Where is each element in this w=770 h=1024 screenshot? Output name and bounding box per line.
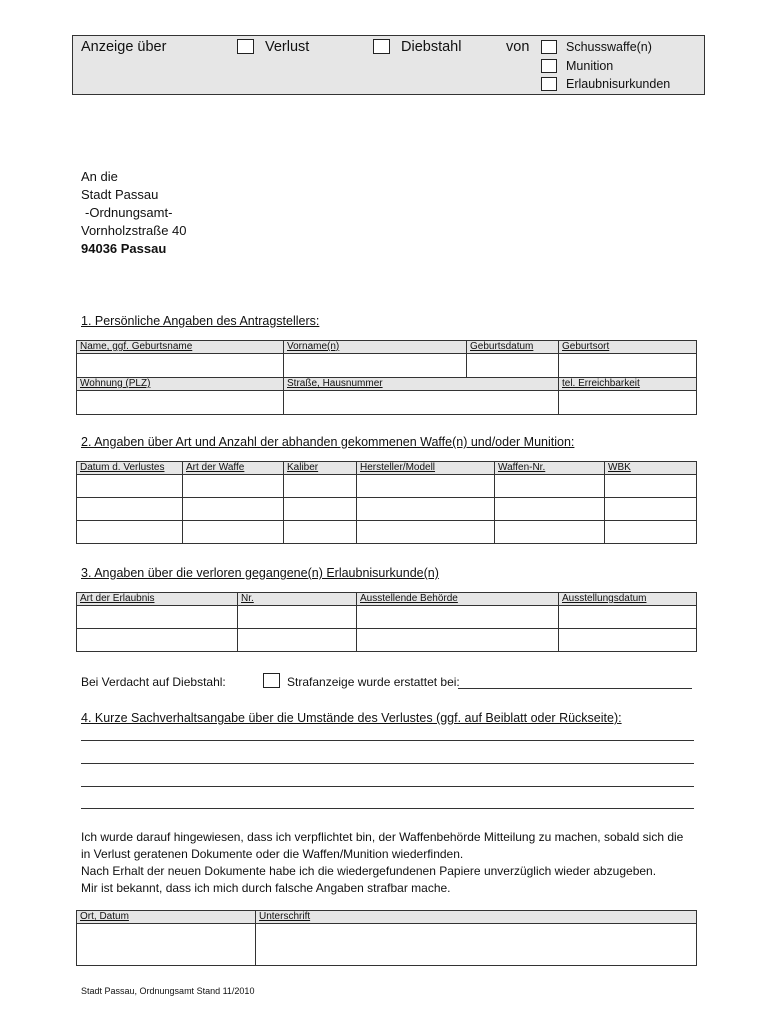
table-cell[interactable] — [77, 498, 183, 521]
table-row — [77, 606, 697, 629]
section4-title: 4. Kurze Sachverhaltsangabe über die Umstände des Verlustes (ggf. auf Beiblatt oder Rückseite): — [81, 711, 622, 725]
table-cell[interactable] — [183, 498, 284, 521]
von-label: von — [506, 39, 530, 55]
table-cell[interactable] — [77, 521, 183, 544]
notice-paragraph — [81, 829, 701, 897]
erlaubnisurkunden-checkbox[interactable] — [541, 77, 557, 91]
art-waffe-header: Art der Waffe — [183, 462, 284, 475]
telefon-header: tel. Erreichbarkeit — [559, 378, 697, 391]
munition-checkbox[interactable] — [541, 59, 557, 73]
hersteller-header: Hersteller/Modell — [357, 462, 495, 475]
datum-verlust-header: Datum d. Verlustes — [77, 462, 183, 475]
table-cell[interactable] — [357, 498, 495, 521]
munition-label: Munition — [566, 59, 614, 73]
geburtsdatum-header: Geburtsdatum — [467, 341, 559, 354]
table-cell[interactable] — [495, 521, 605, 544]
ort-datum-header: Ort, Datum — [77, 911, 256, 924]
vorname-field[interactable] — [284, 354, 467, 378]
strafanzeige-input-line[interactable] — [458, 688, 692, 689]
address-line: -Ordnungsamt- — [85, 205, 173, 220]
verlust-label: Verlust — [265, 39, 310, 55]
geburtsort-field[interactable] — [559, 354, 697, 378]
table-cell[interactable] — [559, 629, 697, 652]
text-line[interactable] — [81, 786, 694, 787]
waffen-nr-header: Waffen-Nr. — [495, 462, 605, 475]
table-cell[interactable] — [357, 521, 495, 544]
recipient-address — [81, 168, 187, 258]
notice-line: Nach Erhalt der neuen Dokumente habe ich die wiedergefundenen Papiere unverzüglich wieder abzugeben. — [81, 864, 657, 878]
table-cell[interactable] — [77, 606, 238, 629]
behoerde-header: Ausstellende Behörde — [357, 593, 559, 606]
report-type-header — [72, 35, 705, 95]
table-cell[interactable] — [284, 521, 357, 544]
table-cell[interactable] — [495, 498, 605, 521]
geburtsdatum-field[interactable] — [467, 354, 559, 378]
ort-datum-field[interactable] — [77, 924, 256, 966]
section1-title: 1. Persönliche Angaben des Antragstellers: — [81, 314, 320, 328]
diebstahl-checkbox[interactable] — [373, 39, 390, 54]
table-cell[interactable] — [183, 521, 284, 544]
vorname-header: Vorname(n) — [284, 341, 467, 354]
table-cell[interactable] — [605, 521, 697, 544]
text-line[interactable] — [81, 763, 694, 764]
verlust-checkbox[interactable] — [237, 39, 254, 54]
table-row — [77, 629, 697, 652]
telefon-field[interactable] — [559, 391, 697, 415]
table-cell[interactable] — [284, 498, 357, 521]
section3-title: 3. Angaben über die verloren gegangene(n) Erlaubnisurkunde(n) — [81, 566, 439, 580]
nr-header: Nr. — [238, 593, 357, 606]
section2-title: 2. Angaben über Art und Anzahl der abhanden gekommenen Waffe(n) und/oder Munition: — [81, 435, 575, 449]
theft-label: Bei Verdacht auf Diebstahl: — [81, 675, 226, 689]
table-row — [77, 521, 697, 544]
geburtsort-header: Geburtsort — [559, 341, 697, 354]
text-line[interactable] — [81, 808, 694, 809]
table-row — [77, 498, 697, 521]
notice-line: Ich wurde darauf hingewiesen, dass ich verpflichtet bin, der Waffenbehörde Mitteilung zu machen, sobald sich die — [81, 830, 684, 844]
ausstellungsdatum-header: Ausstellungsdatum — [559, 593, 697, 606]
table-cell[interactable] — [238, 629, 357, 652]
kaliber-header: Kaliber — [284, 462, 357, 475]
strasse-header: Straße, Hausnummer — [284, 378, 559, 391]
text-line[interactable] — [81, 740, 694, 741]
address-line: An die — [81, 169, 118, 184]
notice-line: in Verlust geratenen Dokumente oder die Waffen/Munition wiederfinden. — [81, 847, 464, 861]
table-cell[interactable] — [357, 475, 495, 498]
wohnung-header: Wohnung (PLZ) — [77, 378, 284, 391]
art-erlaubnis-header: Art der Erlaubnis — [77, 593, 238, 606]
strafanzeige-label: Strafanzeige wurde erstattet bei: — [287, 675, 460, 689]
schusswaffe-label: Schusswaffe(n) — [566, 40, 652, 54]
table-cell[interactable] — [77, 475, 183, 498]
diebstahl-label: Diebstahl — [401, 39, 462, 55]
table-cell[interactable] — [77, 629, 238, 652]
strafanzeige-checkbox[interactable] — [263, 673, 280, 688]
table-cell[interactable] — [357, 606, 559, 629]
weapons-table — [76, 461, 697, 544]
table-cell[interactable] — [357, 629, 559, 652]
erlaubnisurkunden-label: Erlaubnisurkunden — [566, 77, 671, 91]
address-line: Stadt Passau — [81, 187, 159, 202]
wbk-header: WBK — [605, 462, 697, 475]
name-header: Name, ggf. Geburtsname — [77, 341, 284, 354]
personal-data-table — [76, 340, 697, 415]
table-row — [77, 475, 697, 498]
table-cell[interactable] — [495, 475, 605, 498]
table-cell[interactable] — [284, 475, 357, 498]
unterschrift-header: Unterschrift — [256, 911, 697, 924]
unterschrift-field[interactable] — [256, 924, 697, 966]
table-cell[interactable] — [605, 498, 697, 521]
strasse-field[interactable] — [284, 391, 559, 415]
name-field[interactable] — [77, 354, 284, 378]
table-cell[interactable] — [238, 606, 357, 629]
anzeige-label: Anzeige über — [81, 39, 167, 55]
notice-line: Mir ist bekannt, dass ich mich durch falsche Angaben strafbar mache. — [81, 881, 451, 895]
address-zip-city: 94036 Passau — [81, 241, 167, 256]
wohnung-field[interactable] — [77, 391, 284, 415]
schusswaffe-checkbox[interactable] — [541, 40, 557, 54]
permits-table — [76, 592, 697, 652]
address-line: Vornholzstraße 40 — [81, 223, 187, 238]
table-cell[interactable] — [559, 606, 697, 629]
table-cell[interactable] — [183, 475, 284, 498]
signature-table — [76, 910, 697, 966]
table-cell[interactable] — [605, 475, 697, 498]
footer-text: Stadt Passau, Ordnungsamt Stand 11/2010 — [81, 986, 255, 996]
